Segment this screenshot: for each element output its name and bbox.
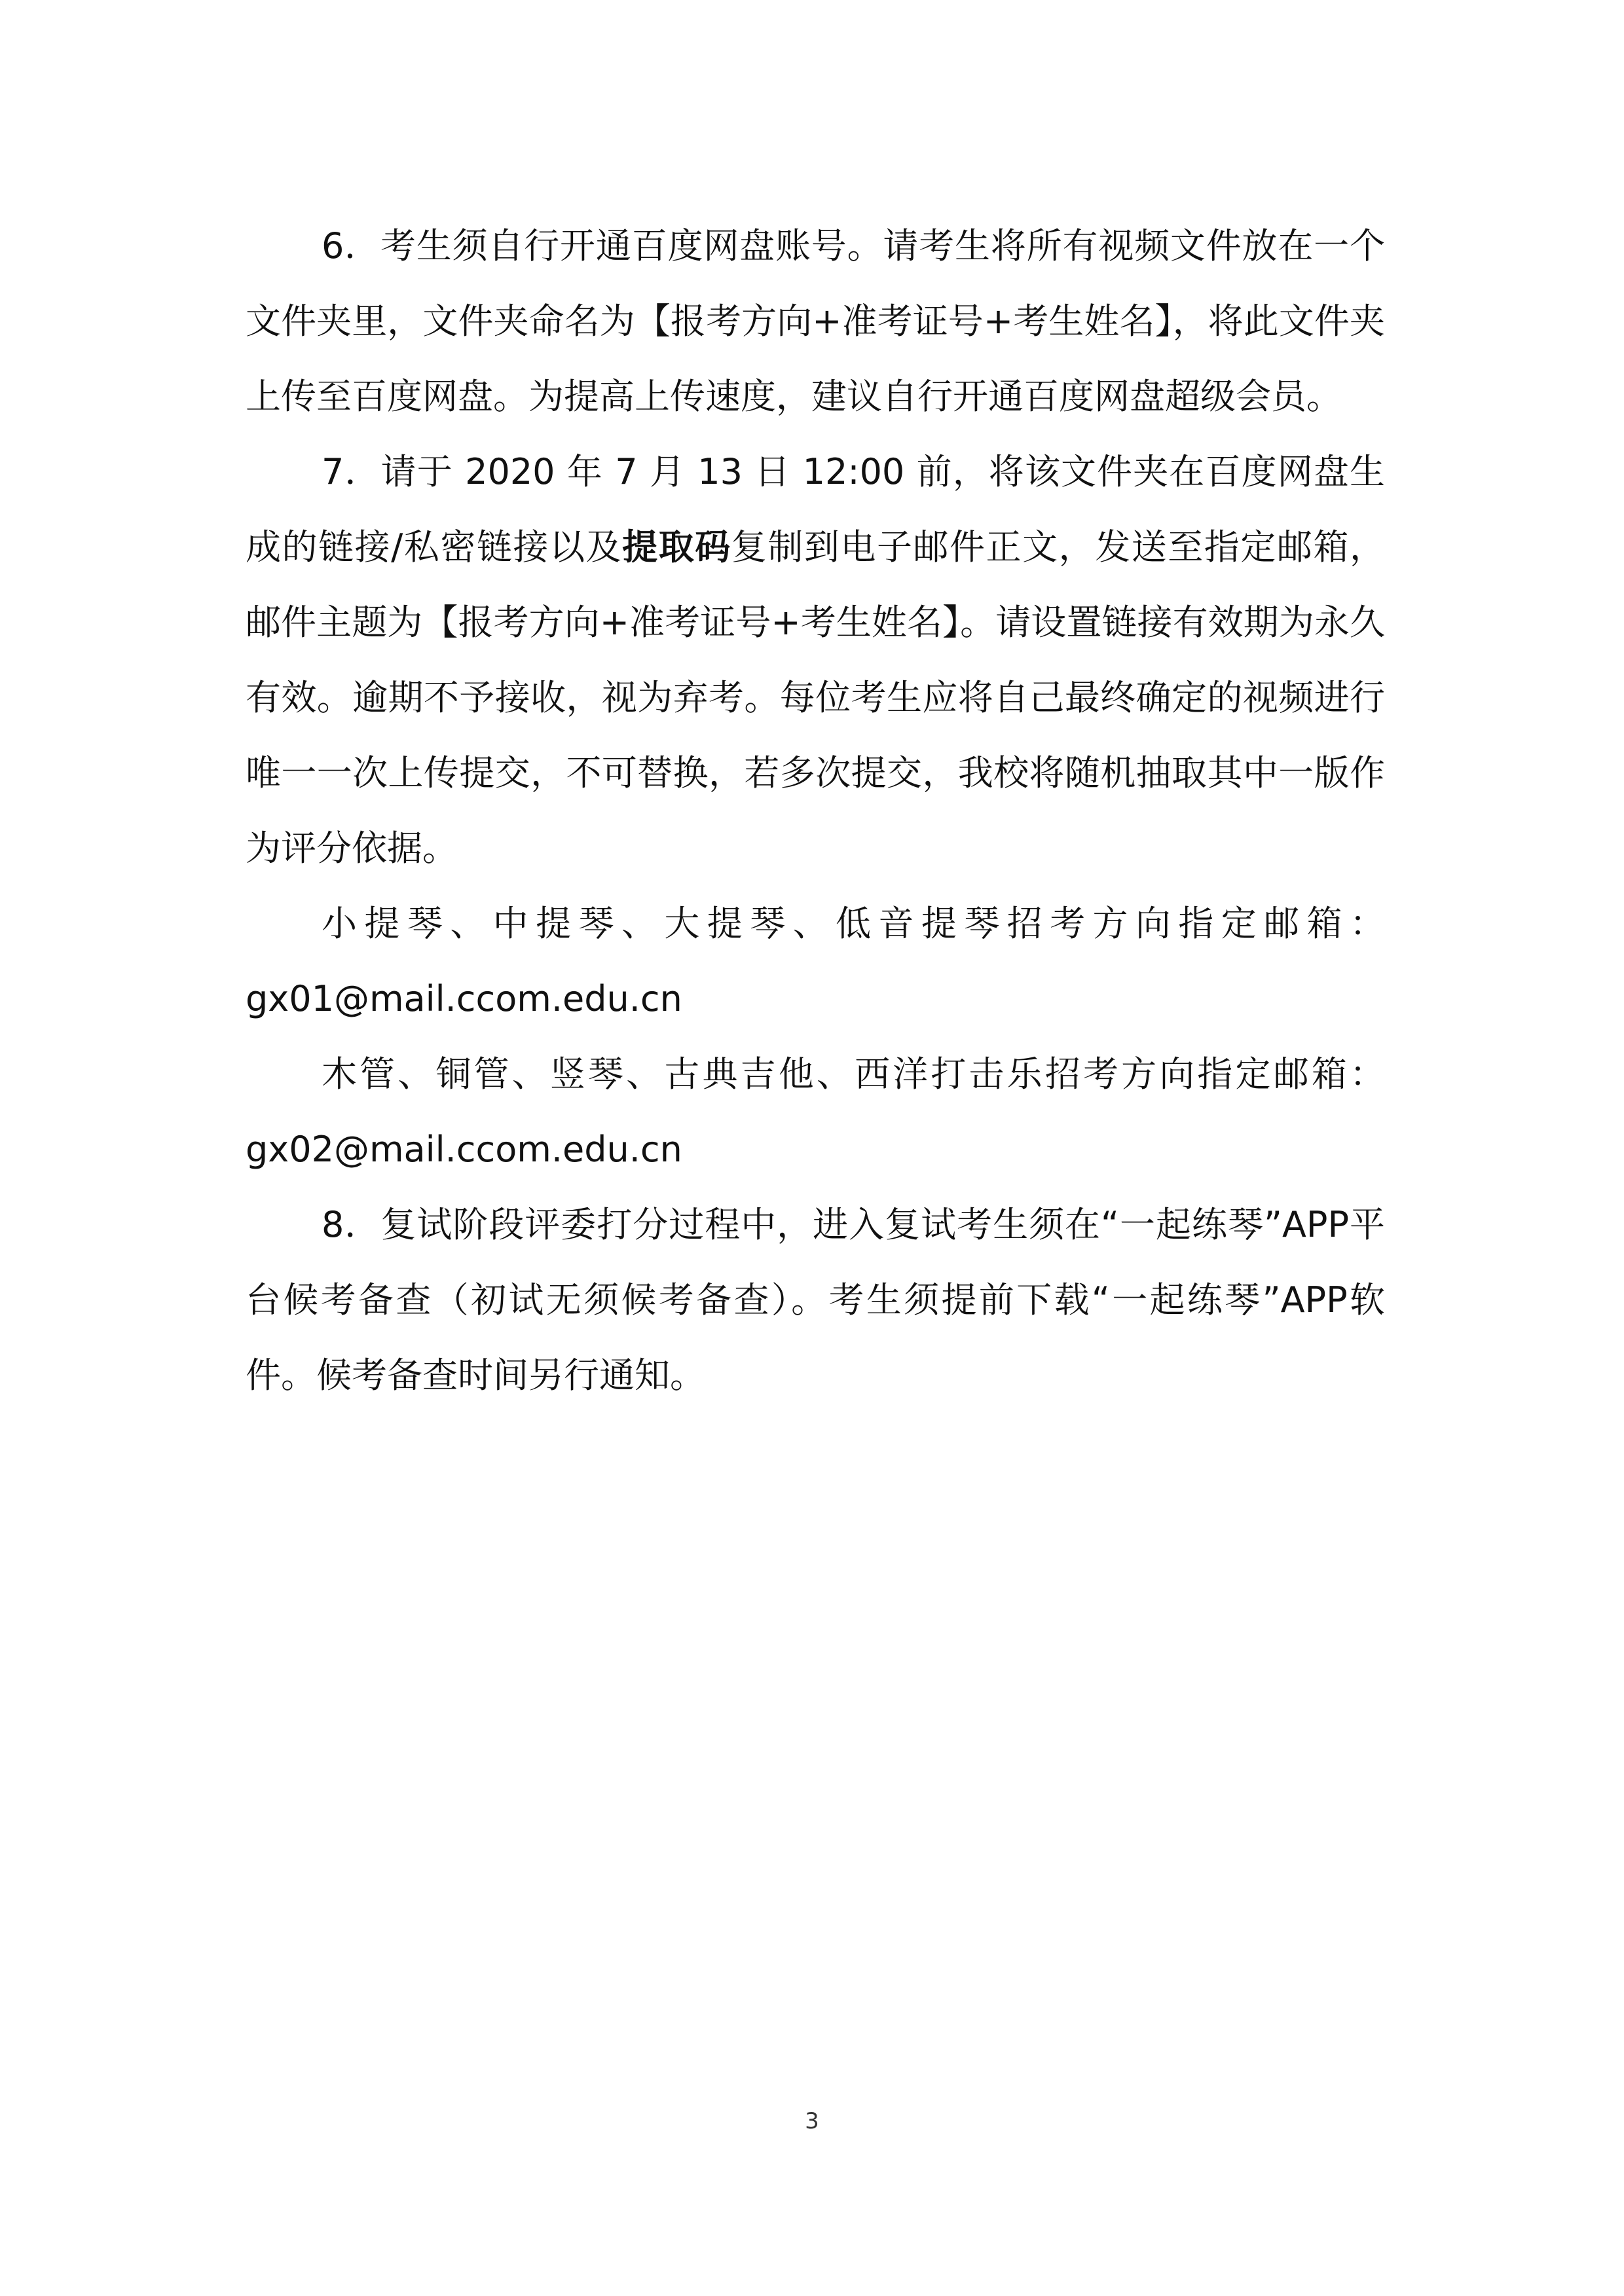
paragraph-7-text-end: 复制到电子邮件正文，发送至指定邮箱，邮件主题为【报考方向+准考证号+考生姓名】。请设置链接有效期为永久有效。逾期不予接收，视为弃考。每位考生应将自己最终确定的视频进行唯一一次上传提交，不可替换，若多次提交，我校将随机抽取其中一版作为评分依据。 — [246, 526, 1386, 869]
winds-percussion-email-address: gx02@mail.ccom.edu.cn — [246, 1129, 682, 1170]
strings-email-label: 小提琴、中提琴、大提琴、低音提琴招考方向指定邮箱： — [322, 903, 1385, 944]
paragraph-item-8: 8．复试阶段评委打分过程中，进入复试考生须在“一起练琴”APP平台候考备查（初试无须候考备查）。考生须提前下载“一起练琴”APP软件。候考备查时间另行通知。 — [246, 1204, 1385, 1396]
extraction-code-bold-text: 提取码 — [622, 526, 731, 568]
strings-email-address: gx01@mail.ccom.edu.cn — [246, 978, 682, 1019]
winds-percussion-email-label: 木管、铜管、竖琴、古典吉他、西洋打击乐招考方向指定邮箱： — [322, 1053, 1385, 1095]
page-number: 3 — [805, 2108, 819, 2134]
paragraph-7-text-start: 7．请于 2020 年 7 月 13 日 12:00 前，将该文件夹在百度网盘生成的链接/私密链接以及 — [246, 451, 1385, 568]
paragraph-item-7 — [246, 434, 1385, 886]
document-body — [246, 208, 1385, 1413]
paragraph-item-6: 6．考生须自行开通百度网盘账号。请考生将所有视频文件放在一个文件夹里，文件夹命名为【报考方向+准考证号+考生姓名】，将此文件夹上传至百度网盘。为提高上传速度，建议自行开通百度网盘超级会员。 — [246, 225, 1385, 417]
